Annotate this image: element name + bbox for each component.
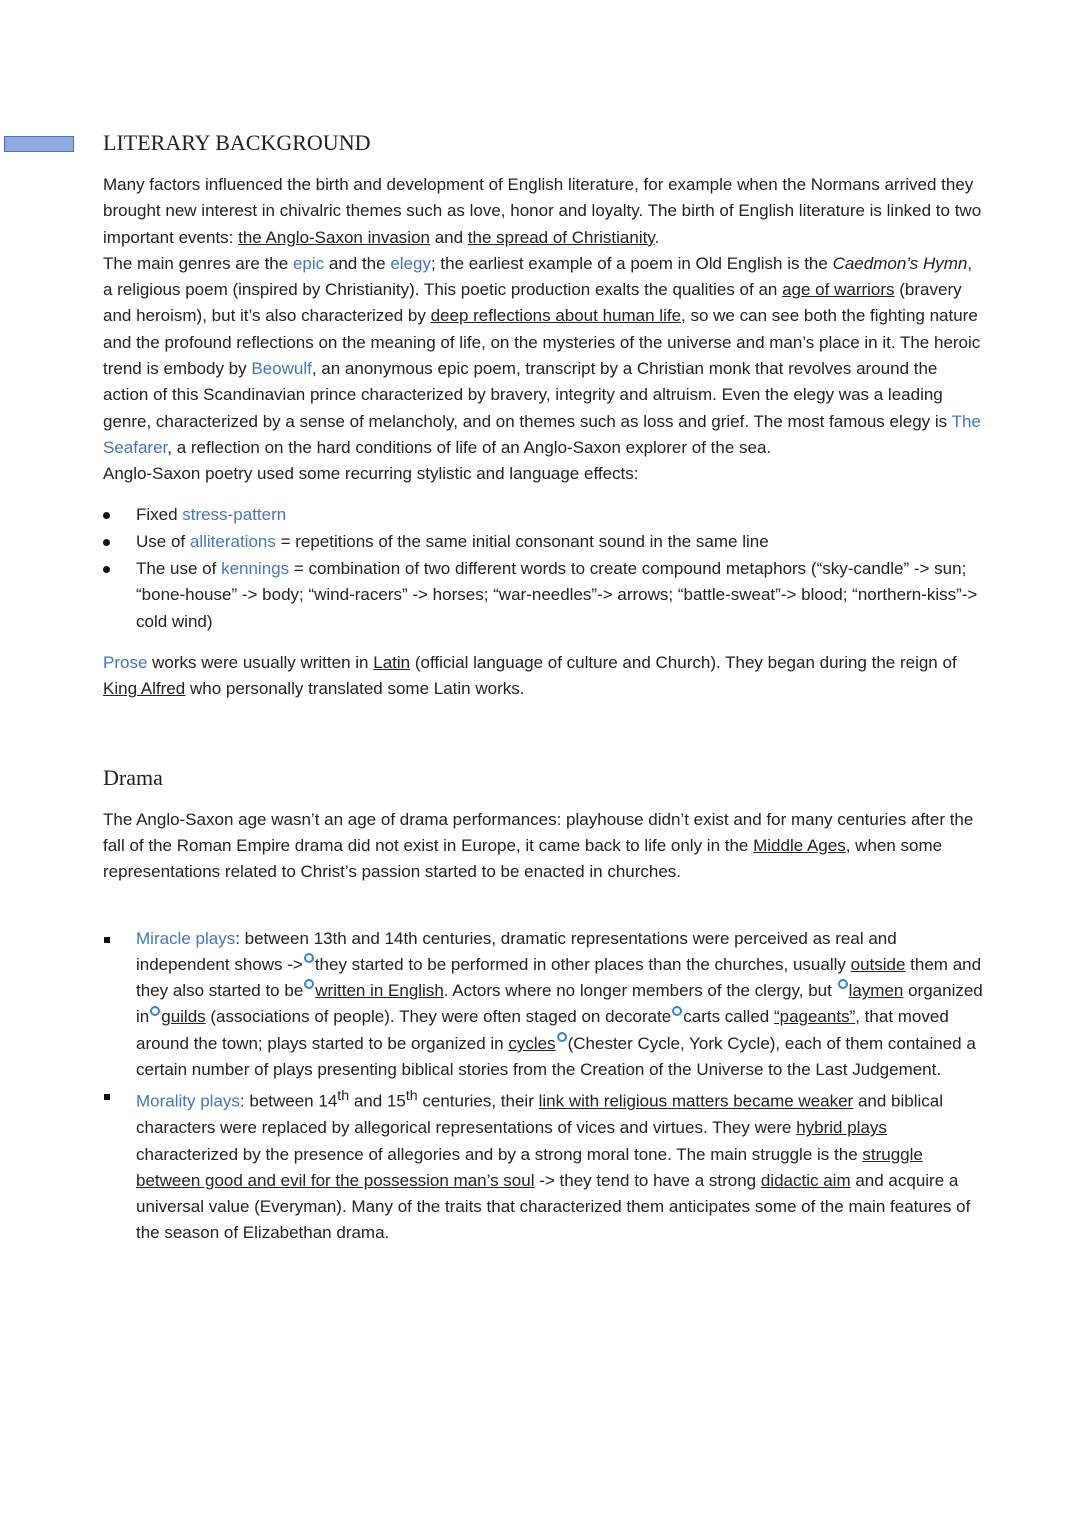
text-run: The Anglo-Saxon age wasn’t an age of drama performances: playhouse didn’t exist and for many centuries after the fall of the Roman Empire drama did not exist in Europe, it came back to life only in the [103, 809, 974, 855]
text-run: Caedmon’s Hymn [832, 253, 968, 273]
keyword-term: elegy [390, 253, 431, 273]
underlined-phrase: age of warriors [782, 280, 895, 300]
annotation-mark-icon [150, 1006, 160, 1016]
text-run: characterized by the presence of allegories and by a strong moral tone. The main struggle is the [136, 1144, 863, 1164]
stylistic-effects-list [103, 502, 983, 635]
annotation-mark-icon [304, 979, 314, 989]
underlined-phrase: outside [850, 954, 906, 974]
text-run: : between 14 [239, 1091, 338, 1111]
paragraph-intro [103, 172, 983, 251]
text-run: Many factors influenced the birth and development of English literature, for example when the Normans arrived they brought new interest in chivalric themes such as love, honor and loyalty. The birth of English literature is linked to two important events: [103, 175, 982, 247]
list-item-alliterations [103, 529, 983, 555]
text-run: (associations of people). They were often staged on decorate [205, 1007, 672, 1027]
underlined-phrase: the spread of Christianity [467, 227, 655, 247]
underlined-phrase: laymen [848, 981, 904, 1001]
text-run: : between 13th and 14th centuries, dramatic representations were perceived as real and independent shows -> [136, 928, 897, 974]
underlined-phrase: written in English [315, 981, 444, 1001]
text-run: they started to be performed in other places than the churches, usually [314, 954, 851, 974]
underlined-phrase: Middle Ages [753, 835, 846, 855]
keyword-term: The Seafarer [103, 411, 981, 457]
text-run: organized in [136, 981, 983, 1027]
underlined-phrase: didactic aim [760, 1170, 851, 1190]
text-run: centuries, their [417, 1091, 539, 1111]
text-run: , when some representations related to Christ’s passion started to be enacted in churches. [103, 835, 943, 882]
keyword-term: Prose [103, 653, 148, 673]
text-run: and biblical characters were replaced by allegorical representations of vices and virtues. They were [136, 1091, 943, 1138]
text-run: and the [324, 253, 391, 273]
text-run: th [337, 1088, 350, 1105]
underlined-phrase: deep reflections about human life [430, 306, 682, 326]
text-run: Anglo-Saxon poetry used some recurring stylistic and language effects: [103, 464, 639, 484]
text-run: Use of [136, 531, 190, 551]
text-run: , a reflection on the hard conditions of life of an Anglo-Saxon explorer of the sea. [167, 437, 772, 457]
section-title-drama: Drama [103, 764, 163, 790]
annotation-mark-icon [557, 1032, 567, 1042]
underlined-phrase: Latin [373, 653, 411, 673]
annotation-mark-icon [672, 1006, 682, 1016]
text-run: and [429, 227, 468, 247]
list-item-kennings [103, 556, 983, 635]
keyword-term: alliterations [189, 531, 276, 551]
underlined-phrase: “pageants” [773, 1007, 856, 1027]
paragraph-drama-intro [103, 807, 983, 886]
paragraph-prose [103, 650, 983, 703]
text-run: = repetitions of the same initial consonant sound in the same line [275, 531, 769, 551]
text-run: (Chester Cycle, York Cycle), each of them contained a certain number of plays presenting biblical stories from the Creation of the Universe to the Last Judgement. [136, 1033, 976, 1080]
text-run: carts called [683, 1007, 774, 1027]
text-run: , so we can see both the fighting nature and the profound reflections on the meaning of life, on the mysteries of the universe and man’s place in it. The heroic trend is embody by [103, 306, 981, 379]
text-run: . [654, 227, 660, 247]
drama-types-list [103, 926, 983, 1247]
keyword-term: stress-pattern [182, 504, 287, 524]
text-run: , an anonymous epic poem, transcript by a Christian monk that revolves around the action of this Scandinavian prince characterized by bravery, integrity and altruism. Even the elegy was a leading genre, characterized by a sense of melancholy, and on themes such as loss and grief. The most famous elegy is [103, 359, 952, 431]
text-run: The use of [136, 559, 222, 579]
text-run: ; the earliest example of a poem in Old English is the [430, 253, 833, 273]
list-item-morality-plays [103, 1083, 983, 1246]
text-run: and acquire a universal value (Everyman). Many of the traits that characterized them anticipates some of the main features of the season of Elizabethan drama. [136, 1170, 971, 1243]
document-body [103, 128, 983, 1247]
annotation-mark-icon [304, 953, 314, 963]
underlined-phrase: struggle between good and evil for the possession man’s soul [136, 1144, 923, 1190]
underlined-phrase: the Anglo-Saxon invasion [238, 227, 430, 247]
text-run: works were usually written in [147, 653, 374, 673]
keyword-term: Beowulf [251, 359, 312, 379]
text-run: Fixed [136, 504, 183, 524]
list-item-stress-pattern [103, 502, 983, 528]
text-run: th [405, 1088, 418, 1105]
text-run: them and they also started to be [136, 954, 982, 1001]
text-run: who personally translated some Latin works. [185, 679, 525, 699]
keyword-term: epic [292, 253, 325, 273]
text-run: = combination of two different words to create compound metaphors (“sky-candle” -> sun; “bone-house” -> body; “wind-racers” -> horses; “war-needles”-> arrows; “battle-sweat”-> blood; “northern-kiss”-> cold wind) [136, 559, 978, 631]
underlined-phrase: hybrid plays [796, 1118, 887, 1138]
keyword-term: kennings [221, 559, 290, 579]
paragraph-genres [103, 251, 983, 461]
section-tab-marker [4, 136, 74, 152]
text-run: and 15 [349, 1091, 406, 1111]
text-run: , a religious poem (inspired by Christianity). This poetic production exalts the qualities of an [103, 253, 973, 300]
text-run: . Actors where no longer members of the clergy, but [443, 981, 837, 1001]
keyword-term: Morality plays [136, 1091, 240, 1111]
text-run: , that moved around the town; plays started to be organized in [136, 1007, 949, 1053]
text-run: The main genres are the [103, 253, 293, 273]
text-run: (bravery and heroism), but it’s also characterized by [103, 280, 962, 326]
annotation-mark-icon [838, 979, 848, 989]
underlined-phrase: King Alfred [103, 679, 186, 699]
text-run: (official language of culture and Church). They began during the reign of [410, 653, 957, 673]
underlined-phrase: link with religious matters became weaker [538, 1091, 854, 1111]
text-run: -> they tend to have a strong [534, 1170, 761, 1190]
section-title-literary-background: LITERARY BACKGROUND [103, 130, 371, 155]
list-item-miracle-plays [103, 926, 983, 1084]
underlined-phrase: guilds [161, 1007, 206, 1027]
paragraph-stylistic-effects [103, 461, 983, 487]
keyword-term: Miracle plays [136, 928, 236, 948]
underlined-phrase: cycles [508, 1033, 556, 1053]
